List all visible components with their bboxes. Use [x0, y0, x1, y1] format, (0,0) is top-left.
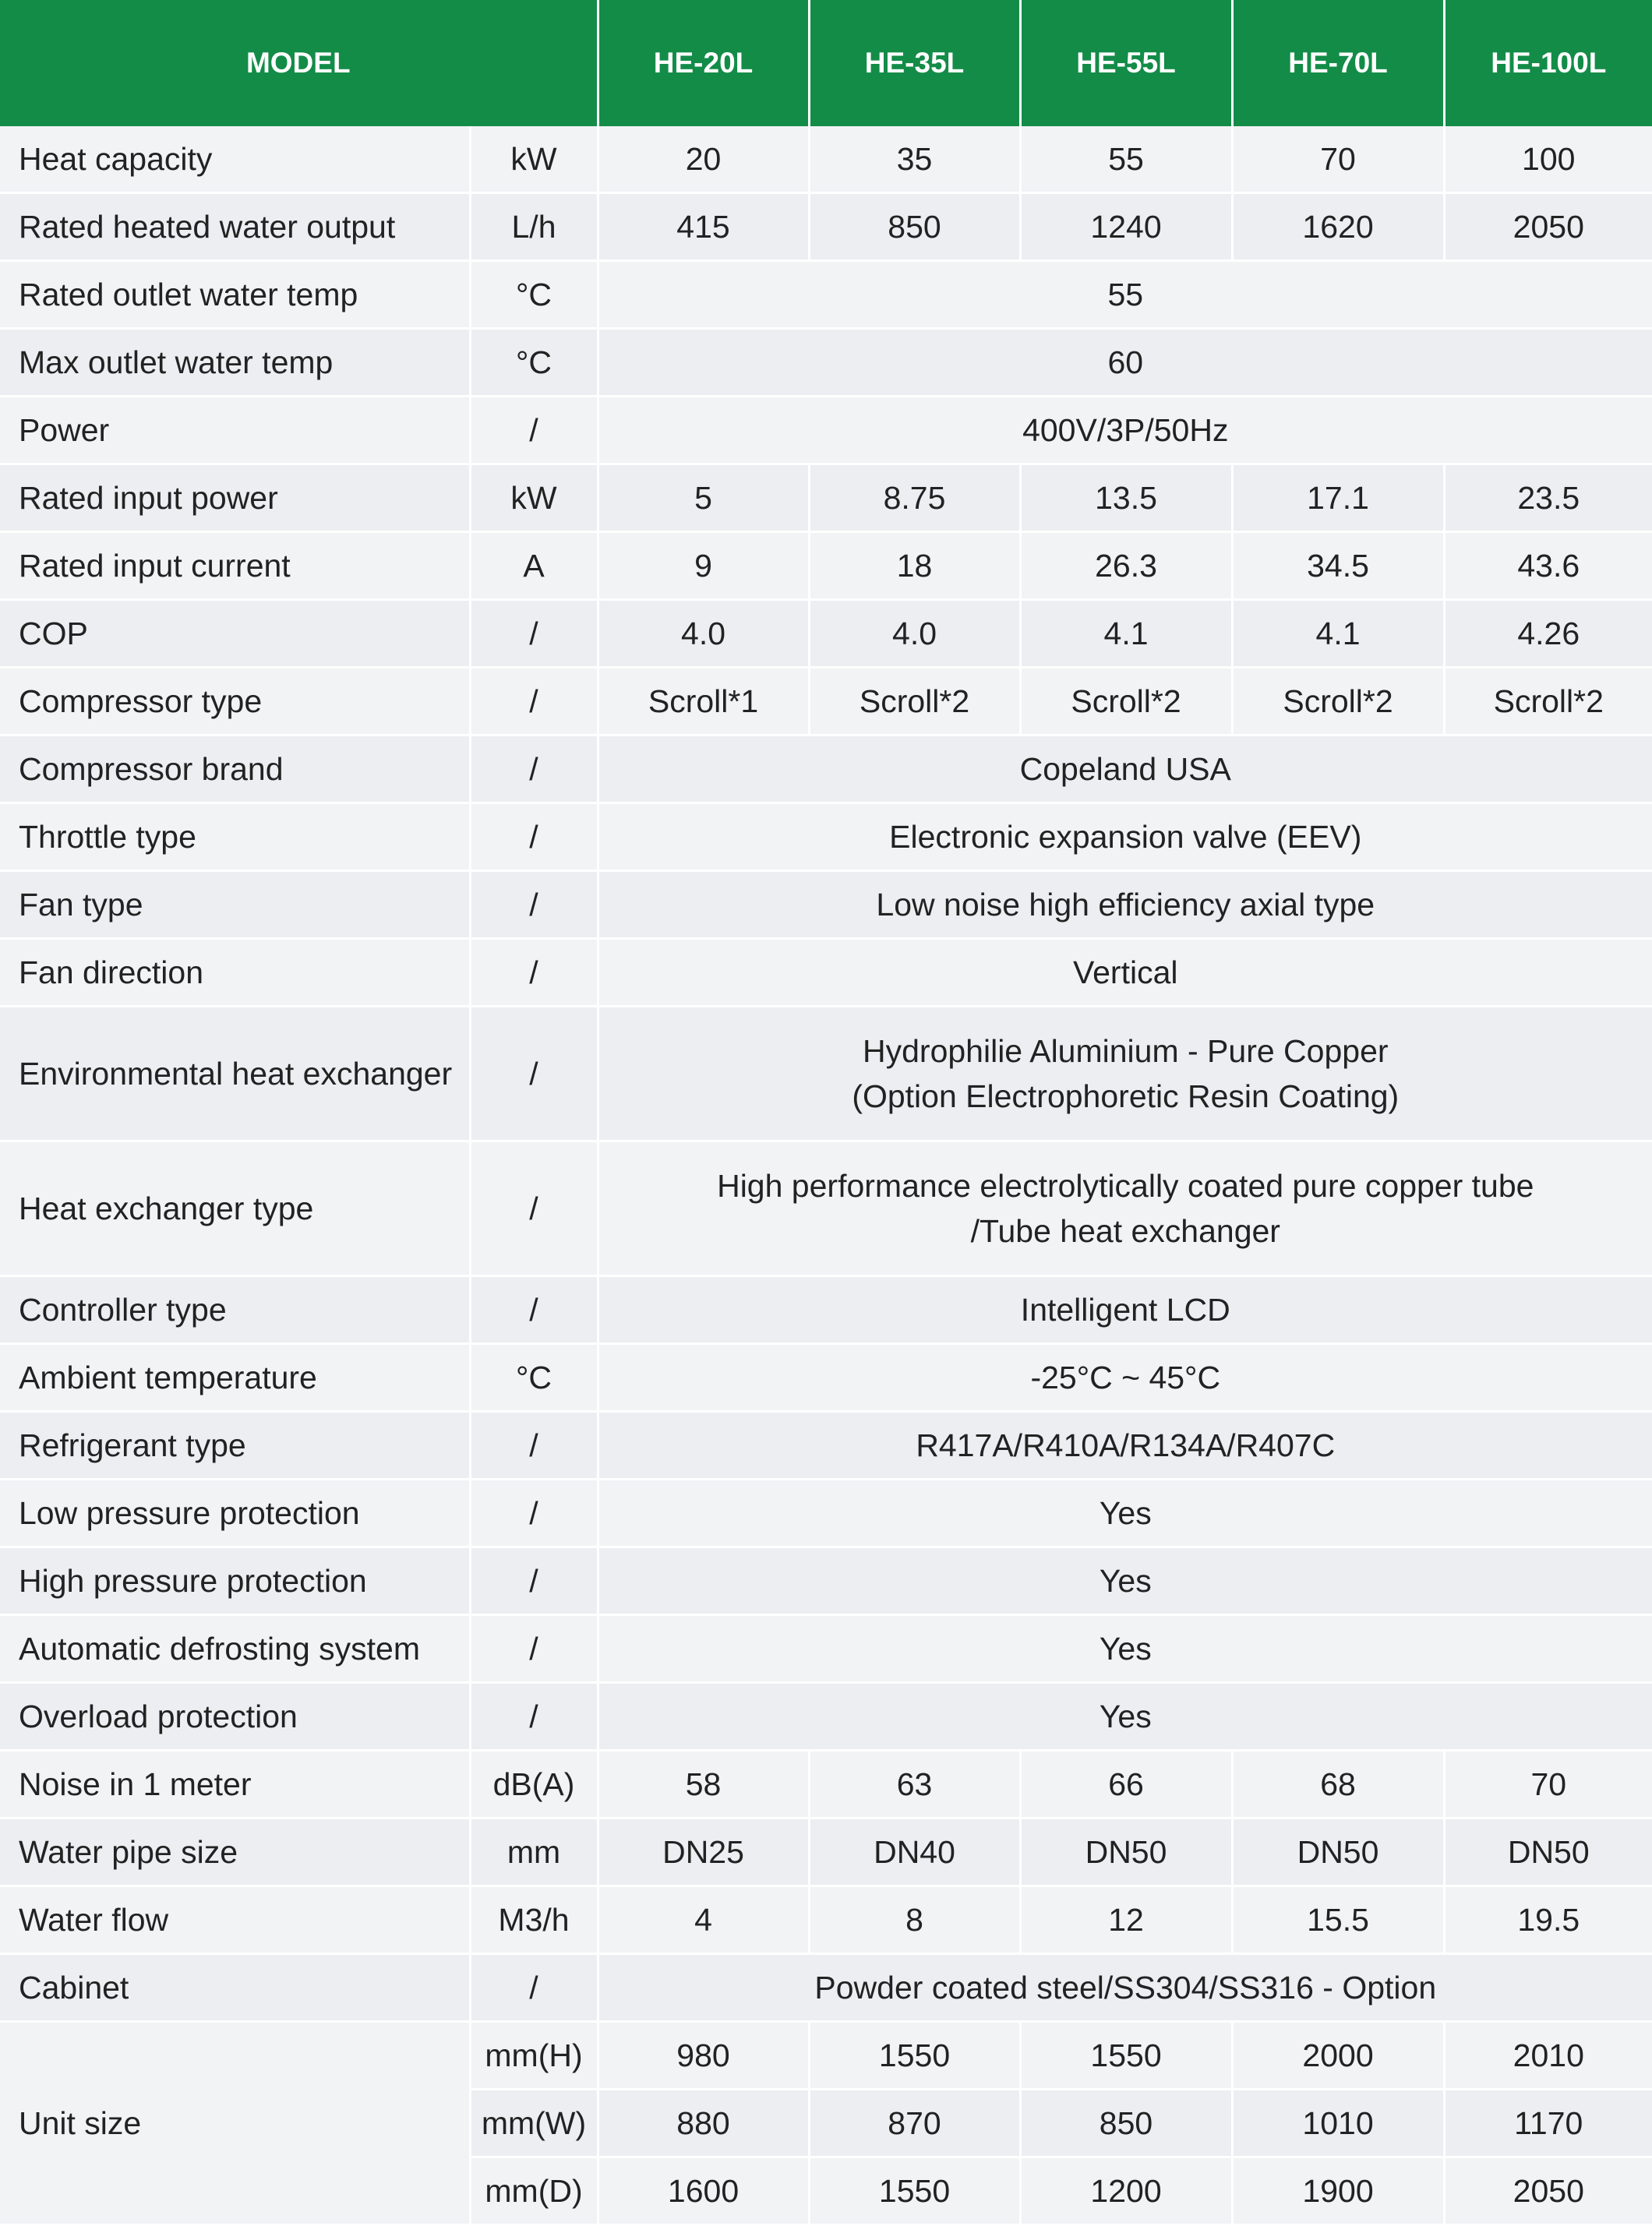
spec-label: Low pressure protection [0, 1480, 470, 1547]
model-header-he-20l: HE-20L [598, 0, 809, 126]
spec-unit: mm(D) [470, 2157, 598, 2225]
spec-row-overload-protection [0, 1683, 1652, 1751]
model-header-he-35l: HE-35L [809, 0, 1020, 126]
spec-value: 55 [1020, 126, 1232, 193]
spec-row-rated-input-power [0, 464, 1652, 532]
spec-value-line: (Option Electrophoretic Resin Coating) [852, 1078, 1400, 1114]
spec-unit: °C [470, 1344, 598, 1412]
spec-value: Yes [598, 1547, 1652, 1615]
spec-unit: M3/h [470, 1886, 598, 1954]
spec-unit: / [470, 1412, 598, 1480]
spec-value: Low noise high efficiency axial type [598, 871, 1652, 939]
spec-label: Heat capacity [0, 126, 470, 193]
spec-value: 4.26 [1444, 600, 1652, 668]
spec-unit: / [470, 1547, 598, 1615]
spec-value: 5 [598, 464, 809, 532]
spec-row-fan-type [0, 871, 1652, 939]
spec-value: 18 [809, 532, 1020, 600]
spec-unit: mm(W) [470, 2090, 598, 2157]
spec-label: Fan direction [0, 939, 470, 1007]
spec-value: 55 [598, 261, 1652, 329]
spec-row-max-outlet-water-temp [0, 329, 1652, 397]
spec-row-ambient-temperature [0, 1344, 1652, 1412]
spec-label: Throttle type [0, 803, 470, 871]
spec-unit: / [470, 1276, 598, 1344]
spec-value: Scroll*2 [1444, 668, 1652, 736]
spec-label: Noise in 1 meter [0, 1751, 470, 1819]
spec-value: 66 [1020, 1751, 1232, 1819]
spec-value: 980 [598, 2022, 809, 2090]
spec-value: Scroll*2 [809, 668, 1020, 736]
spec-value: 4.0 [598, 600, 809, 668]
spec-row-compressor-brand [0, 736, 1652, 803]
spec-value: Yes [598, 1683, 1652, 1751]
model-header-he-55l: HE-55L [1020, 0, 1232, 126]
spec-unit: / [470, 668, 598, 736]
spec-label: Rated input current [0, 532, 470, 600]
spec-value: 60 [598, 329, 1652, 397]
spec-label: High pressure protection [0, 1547, 470, 1615]
spec-value: Scroll*2 [1020, 668, 1232, 736]
spec-row-fan-direction [0, 939, 1652, 1007]
spec-value: 68 [1232, 1751, 1444, 1819]
spec-value: DN50 [1020, 1819, 1232, 1886]
spec-row-controller-type [0, 1276, 1652, 1344]
spec-value: 17.1 [1232, 464, 1444, 532]
spec-value: 2050 [1444, 2157, 1652, 2225]
spec-unit: / [470, 1480, 598, 1547]
spec-unit: / [470, 1683, 598, 1751]
spec-value: 850 [1020, 2090, 1232, 2157]
spec-value: DN50 [1444, 1819, 1652, 1886]
spec-row-throttle-type [0, 803, 1652, 871]
spec-label: Water pipe size [0, 1819, 470, 1886]
spec-row-high-pressure-protection [0, 1547, 1652, 1615]
spec-row-cop [0, 600, 1652, 668]
spec-value: 2010 [1444, 2022, 1652, 2090]
spec-value: 12 [1020, 1886, 1232, 1954]
spec-unit: kW [470, 464, 598, 532]
spec-value: DN40 [809, 1819, 1020, 1886]
spec-value: 2000 [1232, 2022, 1444, 2090]
spec-value: 20 [598, 126, 809, 193]
spec-body [0, 126, 1652, 2225]
spec-unit: / [470, 397, 598, 464]
spec-value: 15.5 [1232, 1886, 1444, 1954]
spec-label: Overload protection [0, 1683, 470, 1751]
spec-value: 34.5 [1232, 532, 1444, 600]
spec-label: Environmental heat exchanger [0, 1007, 470, 1141]
spec-value: 19.5 [1444, 1886, 1652, 1954]
spec-value-line: High performance electrolytically coated pure copper tube [717, 1167, 1534, 1204]
spec-unit: L/h [470, 193, 598, 261]
spec-value: R417A/R410A/R134A/R407C [598, 1412, 1652, 1480]
spec-unit: / [470, 1615, 598, 1683]
spec-value: 70 [1444, 1751, 1652, 1819]
spec-row-power [0, 397, 1652, 464]
spec-label: Heat exchanger type [0, 1141, 470, 1276]
spec-value: Copeland USA [598, 736, 1652, 803]
spec-value: Scroll*1 [598, 668, 809, 736]
spec-row-heat-capacity [0, 126, 1652, 193]
spec-row-rated-heated-water-output [0, 193, 1652, 261]
spec-value: Electronic expansion valve (EEV) [598, 803, 1652, 871]
spec-value: 4.1 [1232, 600, 1444, 668]
model-header: MODEL [0, 0, 598, 126]
spec-value: Scroll*2 [1232, 668, 1444, 736]
spec-label: Fan type [0, 871, 470, 939]
spec-row-unit-size-height [0, 2022, 1652, 2090]
spec-value: 850 [809, 193, 1020, 261]
spec-label: Controller type [0, 1276, 470, 1344]
spec-value: 35 [809, 126, 1020, 193]
spec-value: 43.6 [1444, 532, 1652, 600]
spec-row-environmental-heat-exchanger [0, 1007, 1652, 1141]
spec-unit: mm(H) [470, 2022, 598, 2090]
header-row [0, 0, 1652, 126]
spec-unit: / [470, 1141, 598, 1276]
spec-row-automatic-defrosting-system [0, 1615, 1652, 1683]
spec-unit: / [470, 600, 598, 668]
spec-label-unit-size: Unit size [0, 2022, 470, 2225]
spec-value-line: Hydrophilie Aluminium - Pure Copper [863, 1032, 1389, 1069]
spec-value: 26.3 [1020, 532, 1232, 600]
spec-value: 4.0 [809, 600, 1020, 668]
spec-value: 100 [1444, 126, 1652, 193]
spec-value: 1240 [1020, 193, 1232, 261]
spec-unit: mm [470, 1819, 598, 1886]
spec-label: Ambient temperature [0, 1344, 470, 1412]
spec-value: 4 [598, 1886, 809, 1954]
spec-row-rated-input-current [0, 532, 1652, 600]
spec-unit: / [470, 1007, 598, 1141]
spec-row-water-pipe-size [0, 1819, 1652, 1886]
spec-label: Rated outlet water temp [0, 261, 470, 329]
spec-row-cabinet [0, 1954, 1652, 2022]
spec-row-rated-outlet-water-temp [0, 261, 1652, 329]
spec-row-water-flow [0, 1886, 1652, 1954]
spec-value: 1600 [598, 2157, 809, 2225]
spec-value: 400V/3P/50Hz [598, 397, 1652, 464]
spec-value: 4.1 [1020, 600, 1232, 668]
spec-value: DN25 [598, 1819, 809, 1886]
model-header-he-100l: HE-100L [1444, 0, 1652, 126]
spec-value: 2050 [1444, 193, 1652, 261]
spec-value: 13.5 [1020, 464, 1232, 532]
spec-unit: / [470, 1954, 598, 2022]
spec-value: 8 [809, 1886, 1020, 1954]
spec-value: 8.75 [809, 464, 1020, 532]
spec-unit: dB(A) [470, 1751, 598, 1819]
spec-label: COP [0, 600, 470, 668]
spec-label: Max outlet water temp [0, 329, 470, 397]
spec-label: Rated input power [0, 464, 470, 532]
spec-label: Power [0, 397, 470, 464]
spec-value: 23.5 [1444, 464, 1652, 532]
spec-unit: °C [470, 261, 598, 329]
spec-value [598, 1007, 1652, 1141]
spec-row-compressor-type [0, 668, 1652, 736]
spec-value: 1620 [1232, 193, 1444, 261]
spec-value: 1010 [1232, 2090, 1444, 2157]
model-header-he-70l: HE-70L [1232, 0, 1444, 126]
spec-value: DN50 [1232, 1819, 1444, 1886]
spec-unit: °C [470, 329, 598, 397]
spec-value: 9 [598, 532, 809, 600]
spec-value: 63 [809, 1751, 1020, 1819]
spec-row-low-pressure-protection [0, 1480, 1652, 1547]
spec-label: Compressor type [0, 668, 470, 736]
spec-label: Compressor brand [0, 736, 470, 803]
spec-value: 415 [598, 193, 809, 261]
spec-value: Yes [598, 1480, 1652, 1547]
spec-label: Refrigerant type [0, 1412, 470, 1480]
spec-unit: A [470, 532, 598, 600]
spec-value: 1550 [809, 2157, 1020, 2225]
spec-value: 1900 [1232, 2157, 1444, 2225]
spec-value: Yes [598, 1615, 1652, 1683]
spec-value: Vertical [598, 939, 1652, 1007]
spec-value: 870 [809, 2090, 1020, 2157]
spec-unit: / [470, 871, 598, 939]
spec-row-noise [0, 1751, 1652, 1819]
spec-unit: kW [470, 126, 598, 193]
spec-label: Rated heated water output [0, 193, 470, 261]
spec-value-line: /Tube heat exchanger [970, 1213, 1280, 1249]
spec-value [598, 1141, 1652, 1276]
spec-row-refrigerant-type [0, 1412, 1652, 1480]
spec-label: Automatic defrosting system [0, 1615, 470, 1683]
spec-unit: / [470, 803, 598, 871]
spec-value: Intelligent LCD [598, 1276, 1652, 1344]
spec-label: Cabinet [0, 1954, 470, 2022]
spec-value: 1550 [1020, 2022, 1232, 2090]
spec-value: Powder coated steel/SS304/SS316 - Option [598, 1954, 1652, 2022]
spec-value: 880 [598, 2090, 809, 2157]
spec-unit: / [470, 939, 598, 1007]
spec-label: Water flow [0, 1886, 470, 1954]
spec-value: -25°C ~ 45°C [598, 1344, 1652, 1412]
spec-unit: / [470, 736, 598, 803]
spec-value: 1200 [1020, 2157, 1232, 2225]
spec-value: 70 [1232, 126, 1444, 193]
spec-value: 1170 [1444, 2090, 1652, 2157]
spec-value: 58 [598, 1751, 809, 1819]
spec-value: 1550 [809, 2022, 1020, 2090]
spec-row-heat-exchanger-type [0, 1141, 1652, 1276]
